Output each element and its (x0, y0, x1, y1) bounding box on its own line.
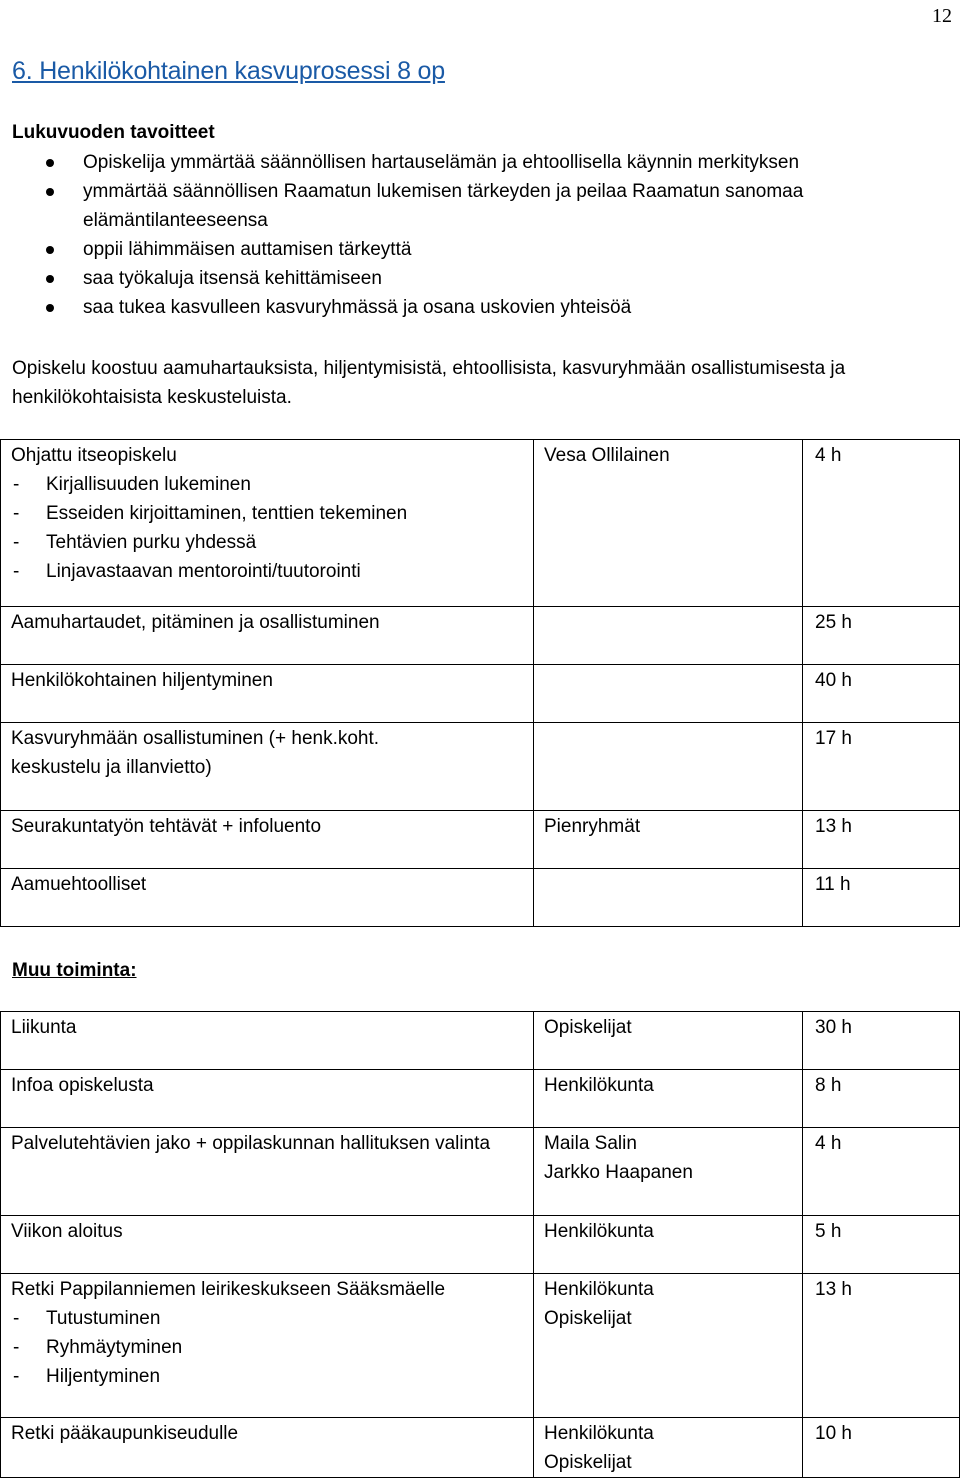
bullet-icon (46, 304, 54, 312)
table-row (1, 1418, 960, 1478)
table-row (1, 723, 960, 811)
responsible-cell: Henkilökunta (534, 1070, 803, 1128)
activity-cell: Viikon aloitus (1, 1216, 534, 1274)
hours-cell: 4 h (803, 1128, 960, 1216)
activity-cell: Seurakuntatyön tehtävät + infoluento (1, 811, 534, 869)
activity-cell: Kasvuryhmään osallistuminen (+ henk.koht. keskustelu ja illanvietto) (1, 723, 534, 811)
list-item: - Esseiden kirjoittaminen, tenttien tekeminen (13, 503, 408, 524)
hours-cell: 11 h (803, 869, 960, 927)
table-row (1, 869, 960, 927)
activity-cell: Retki pääkaupunkiseudulle (1, 1418, 534, 1478)
activity-cell: Aamuehtoolliset (1, 869, 534, 927)
table-row (1, 1012, 960, 1070)
hours-cell: 25 h (803, 607, 960, 665)
responsible-cell: Pienryhmät (534, 811, 803, 869)
activity-cell: Liikunta (1, 1012, 534, 1070)
table-row (1, 665, 960, 723)
hours-cell: 4 h (803, 440, 960, 607)
intro-paragraph: Opiskelu koostuu aamuhartauksista, hiljentymisistä, ehtoollisista, kasvuryhmään osallistumisesta ja henkilökohtaisista keskusteluista. (12, 358, 846, 408)
list-item: - Ryhmäytyminen (13, 1337, 183, 1358)
hours-cell: 13 h (803, 811, 960, 869)
bullet-icon (46, 159, 54, 167)
table-row (1, 811, 960, 869)
activity-cell: Palvelutehtävien jako + oppilaskunnan hallituksen valinta (1, 1128, 534, 1216)
hours-cell: 13 h (803, 1274, 960, 1418)
activity-cell: Henkilökohtainen hiljentyminen (1, 665, 534, 723)
hours-cell: 5 h (803, 1216, 960, 1274)
table-row (1, 1274, 960, 1418)
other-activities-table (0, 1011, 960, 1478)
responsible-cell (534, 607, 803, 665)
responsible-cell: Opiskelijat (534, 1012, 803, 1070)
responsible-cell (534, 869, 803, 927)
hours-cell: 30 h (803, 1012, 960, 1070)
activity-cell: Ohjattu itseopiskelu - Kirjallisuuden lukeminen - Esseiden kirjoittaminen, tenttien tekeminen - Tehtävien purku yhdessä - Linjavastaavan mentorointi/tuutorointi (1, 440, 534, 607)
other-activities-title: Muu toiminta: (12, 960, 137, 981)
list-item: saa työkaluja itsensä kehittämiseen (12, 264, 932, 293)
activity-cell: Infoa opiskelusta (1, 1070, 534, 1128)
list-item: ymmärtää säännöllisen Raamatun lukemisen tärkeyden ja peilaa Raamatun sanomaa elämäntilanteeseensa (12, 177, 932, 235)
hours-cell: 10 h (803, 1418, 960, 1478)
list-item: Opiskelija ymmärtää säännöllisen hartauselämän ja ehtoollisella käynnin merkityksen (12, 148, 932, 177)
list-item: - Hiljentyminen (13, 1366, 161, 1387)
section-heading: 6. Henkilökohtainen kasvuprosessi 8 op (12, 57, 445, 85)
table-row (1, 440, 960, 607)
table-row (1, 1128, 960, 1216)
page-number: 12 (932, 5, 952, 27)
list-item: - Tehtävien purku yhdessä (13, 532, 257, 553)
bullet-icon (46, 246, 54, 254)
responsible-cell: Maila Salin Jarkko Haapanen (534, 1128, 803, 1216)
activity-cell: Retki Pappilanniemen leirikeskukseen Sääksmäelle - Tutustuminen - Ryhmäytyminen - Hiljentyminen (1, 1274, 534, 1418)
goals-title: Lukuvuoden tavoitteet (12, 122, 215, 143)
table-row (1, 1070, 960, 1128)
list-item: saa tukea kasvulleen kasvuryhmässä ja osana uskovien yhteisöä (12, 293, 932, 322)
responsible-cell: Henkilökunta (534, 1216, 803, 1274)
responsible-cell: Henkilökunta Opiskelijat (534, 1274, 803, 1418)
hours-cell: 17 h (803, 723, 960, 811)
bullet-icon (46, 188, 54, 196)
table-row (1, 607, 960, 665)
activity-cell: Aamuhartaudet, pitäminen ja osallistuminen (1, 607, 534, 665)
hours-cell: 40 h (803, 665, 960, 723)
list-item: - Kirjallisuuden lukeminen (13, 474, 251, 495)
responsible-cell (534, 665, 803, 723)
hours-cell: 8 h (803, 1070, 960, 1128)
bullet-icon (46, 275, 54, 283)
list-item: oppii lähimmäisen auttamisen tärkeyttä (12, 235, 932, 264)
table-row (1, 1216, 960, 1274)
responsible-cell (534, 723, 803, 811)
responsible-cell: Henkilökunta Opiskelijat (534, 1418, 803, 1478)
list-item: - Linjavastaavan mentorointi/tuutorointi (13, 561, 361, 582)
study-activities-table (0, 439, 960, 927)
list-item: - Tutustuminen (13, 1308, 161, 1329)
goals-list (12, 148, 932, 322)
responsible-cell: Vesa Ollilainen (534, 440, 803, 607)
